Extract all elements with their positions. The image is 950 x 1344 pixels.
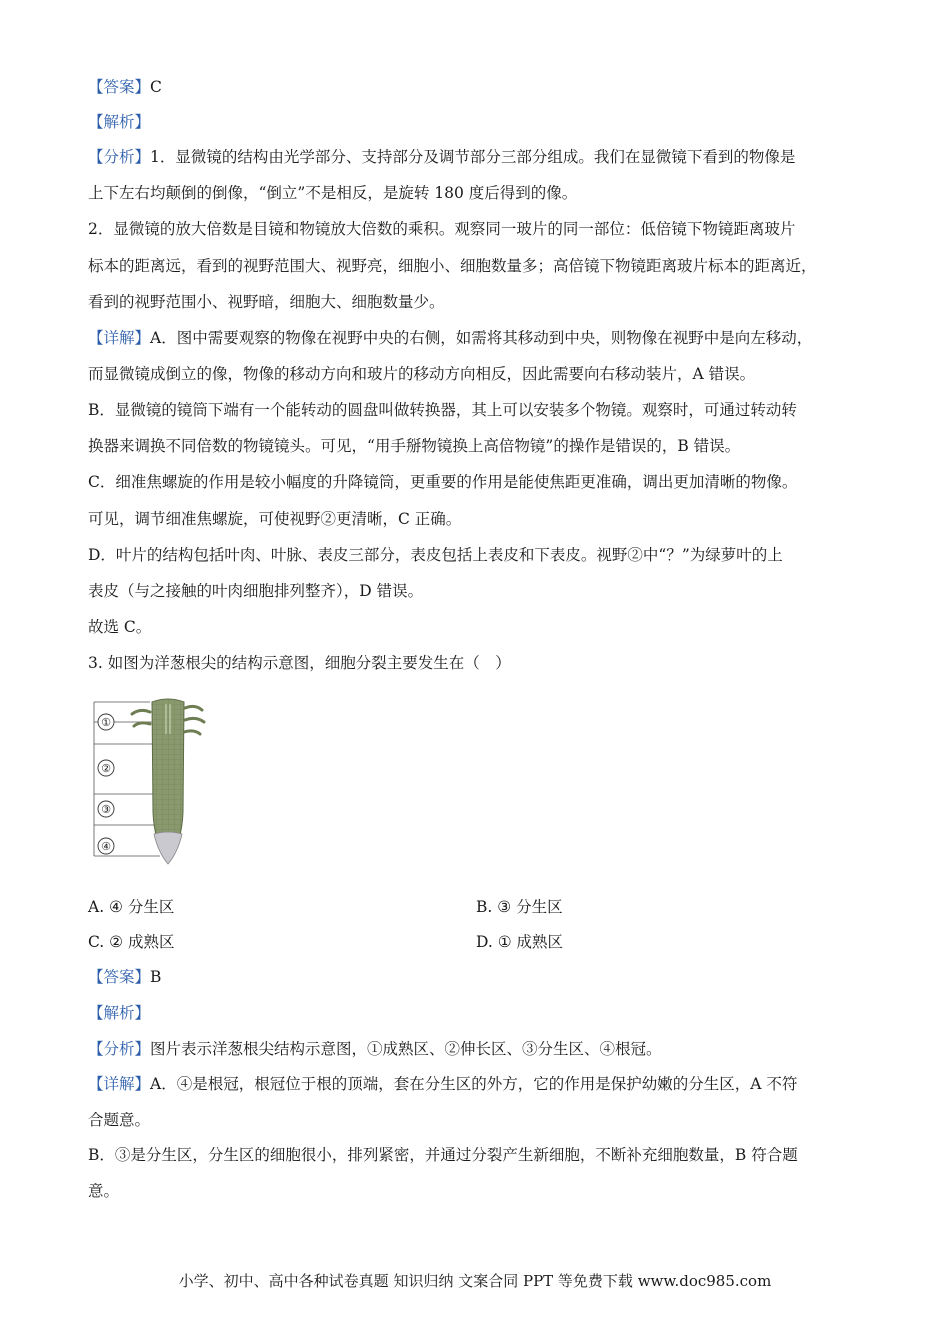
xiangjie-text: 表皮（与之接触的叶肉细胞排列整齐），D 错误。 <box>88 582 424 600</box>
xiangjie-text: 换器来调换不同倍数的物镜镜头。可见，“用手掰物镜换上高倍物镜”的操作是错误的，B 错误。 <box>88 437 741 455</box>
option-b: B. ③ 分生区 <box>476 898 563 916</box>
xiangjie-line <box>88 1073 797 1095</box>
xiangjie-line <box>88 327 812 349</box>
jiexi-tag: 【解析】 <box>88 1004 151 1022</box>
fenxi-line <box>88 146 795 168</box>
page-footer: 小学、初中、高中各种试卷真题 知识归纳 文案合同 PPT 等免费下载 www.doc985.com <box>178 1272 772 1290</box>
figure-label-3: ③ <box>101 803 111 816</box>
fenxi-text: 标本的距离远，看到的视野范围大、视野亮，细胞小、细胞数量多；高倍镜下物镜距离玻片标本的距离近， <box>88 257 817 275</box>
figure-label-2: ② <box>101 762 111 775</box>
xiangjie-tag: 【详解】 <box>88 329 151 347</box>
xiangjie-text: B．显微镜的镜筒下端有一个能转动的圆盘叫做转换器，其上可以安装多个物镜。观察时，可通过转动转 <box>88 401 797 419</box>
fenxi-text: 上下左右均颠倒的倒像，“倒立”不是相反，是旋转 180 度后得到的像。 <box>88 184 578 202</box>
answer-tag: 【答案】 <box>88 78 151 96</box>
xiangjie-text: D．叶片的结构包括叶肉、叶脉、表皮三部分，表皮包括上表皮和下表皮。视野②中“？”为绿萝叶的上 <box>88 546 783 564</box>
fenxi-text: 2．显微镜的放大倍数是目镜和物镜放大倍数的乘积。观察同一玻片的同一部位：低倍镜下物镜距离玻片 <box>88 220 796 238</box>
fenxi-tag: 【分析】 <box>88 148 151 166</box>
onion-root-tip-figure <box>90 694 215 872</box>
answer-line <box>88 966 161 988</box>
xiangjie-text: A．图中需要观察的物像在视野中央的右侧，如需将其移动到中央，则物像在视野中是向左移动， <box>150 329 813 347</box>
answer-value: C <box>150 78 162 96</box>
fenxi-text: 看到的视野范围小、视野暗，细胞大、细胞数量少。 <box>88 293 445 311</box>
fenxi-line <box>88 1038 662 1060</box>
option-c: C. ② 成熟区 <box>88 933 175 951</box>
question-stem: 3. 如图为洋葱根尖的结构示意图，细胞分裂主要发生在（ ） <box>88 654 511 672</box>
fenxi-tag: 【分析】 <box>88 1040 151 1058</box>
figure-label-4: ④ <box>101 840 111 853</box>
xiangjie-text: 合题意。 <box>88 1111 151 1129</box>
figure-label-1: ① <box>101 716 111 729</box>
option-d: D. ① 成熟区 <box>476 933 564 951</box>
fenxi-text: 1．显微镜的结构由光学部分、支持部分及调节部分三部分组成。我们在显微镜下看到的物像是 <box>150 148 796 166</box>
xiangjie-text: 而显微镜成倒立的像，物像的移动方向和玻片的移动方向相反，因此需要向右移动装片，A 错误。 <box>88 365 756 383</box>
conclusion: 故选 C。 <box>88 618 152 636</box>
jiexi-tag: 【解析】 <box>88 113 151 131</box>
xiangjie-tag: 【详解】 <box>88 1075 151 1093</box>
xiangjie-text: C．细准焦螺旋的作用是较小幅度的升降镜筒，更重要的作用是能使焦距更准确，调出更加清晰的物像。 <box>88 473 798 491</box>
answer-line <box>88 76 162 98</box>
fenxi-text: 图片表示洋葱根尖结构示意图，①成熟区、②伸长区、③分生区、④根冠。 <box>150 1040 662 1058</box>
option-a: A. ④ 分生区 <box>88 898 175 916</box>
answer-value: B <box>150 968 162 986</box>
xiangjie-text: B．③是分生区，分生区的细胞很小，排列紧密，并通过分裂产生新细胞，不断补充细胞数量，B 符合题 <box>88 1146 798 1164</box>
xiangjie-text: 可见，调节细准焦螺旋，可使视野②更清晰，C 正确。 <box>88 510 462 528</box>
xiangjie-text: A．④是根冠，根冠位于根的顶端，套在分生区的外方，它的作用是保护幼嫩的分生区，A 不符 <box>150 1075 798 1093</box>
answer-tag: 【答案】 <box>88 968 151 986</box>
xiangjie-text: 意。 <box>88 1182 120 1200</box>
